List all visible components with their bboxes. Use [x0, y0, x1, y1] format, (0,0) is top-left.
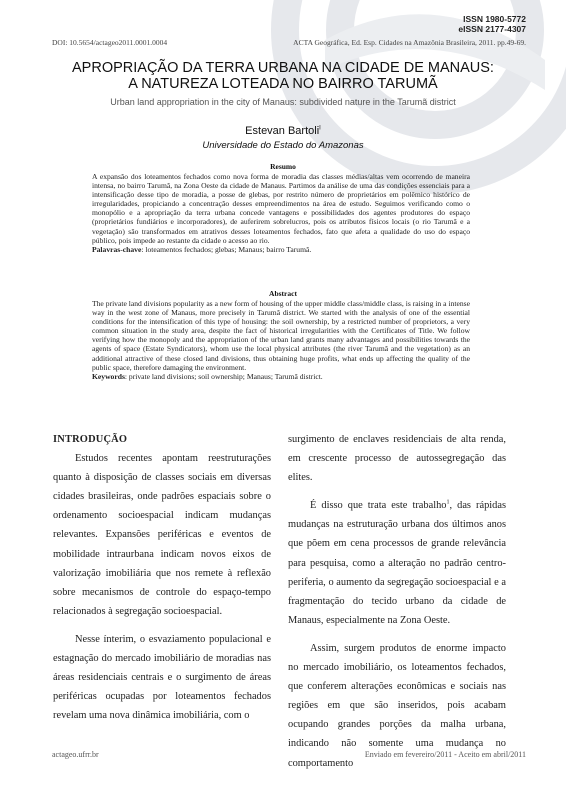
abstract-body	[92, 299, 470, 381]
article-title	[40, 60, 526, 92]
resumo-text: A expansão dos loteamentos fechados como nova forma de moradia das classes médias/altas vem ocorrendo de maneira intensa, no bairro Tarumã, na Zona Oeste da cidade de Manaus. Partimos da análise de uma das condições essenciais para a intensificação desse tipo de moradia, a posse de glebas, por restrito número de proprietários em polêmico histórico de irregularidades, propiciando a concentração desses empreendimentos na área de estudo. Seguimos verificando como o monopólio e a apropriação da terra urbana concede vantagens e possibilidades dos agentes produtores do espaço (proprietários fundiários e incorporadores), de auferirem sobrelucros, pois os atributos físicos locais (o rio Tarumã e a vegetação) são transformados em atrativos desses loteamentos fechados, fato que afeta a qualidade do uso do espaço público, pois impede ao restante da cidade o acesso ao rio.	[92, 172, 470, 245]
body-column-left	[53, 430, 271, 725]
doi[interactable]: DOI: 10.5654/actageo2011.0001.0004	[52, 38, 168, 47]
issn: ISSN 1980-5772	[463, 14, 526, 24]
footer-dates: Enviado em fevereiro/2011 - Aceito em abril/2011	[364, 750, 526, 759]
paragraph	[288, 496, 506, 630]
author-label: Estevan Bartoli	[245, 125, 320, 137]
issn-block	[458, 14, 526, 34]
palavras-chave: : loteamentos fechados; glebas; Manaus; bairro Tarumã.	[141, 244, 312, 254]
resumo-heading: Resumo	[270, 162, 296, 171]
paragraph: Estudos recentes apontam reestruturações quanto à disposição de classes sociais em diversas cidades brasileiras, onde padrões espaciais sobre o ordenamento socioespacial indicam mudanças relevantes. Expansões periféricas e eventos de mobilidade intraurbana indicam novos eixos de valorização imobiliária que nos remete à reflexão sobre mecanismos de controle do espaço-tempo relacionados à segregação socioespacial.	[53, 453, 271, 617]
journal-citation: ACTA Geográfica, Ed. Esp. Cidades na Amazônia Brasileira, 2011. pp.49-69.	[293, 38, 526, 47]
title-line-2: A NATUREZA LOTEADA NO BAIRRO TARUMÃ	[128, 76, 438, 92]
article-subtitle: Urban land appropriation in the city of Manaus: subdivided nature in the Tarumã district	[110, 97, 456, 107]
paragraph: Assim, surgem produtos de enorme impacto no mercado imobiliário, os loteamentos fechados, que conferem alterações econômicas e sociais nas regiões em que são inseridos, pois acabam ocupando grandes porções da malha urbana, indicando não somente uma mudança no comportamento	[288, 642, 506, 769]
abstract-heading: Abstract	[269, 289, 297, 298]
title-line-1: APROPRIAÇÃO DA TERRA URBANA NA CIDADE DE MANAUS:	[72, 60, 494, 76]
footnote-mark[interactable]: 1	[446, 499, 450, 506]
abstract-text: The private land divisions popularity as a new form of housing of the upper middle class/middle class, is raising in a intense way in the west zone of Manaus, more precisely in Tarumã district. We started with the analysis of one of the essential conditions for the intensification of this type of housing: the soil ownership, by a restricted number of proprietors, a very common situation in the study area, despite the fact of historical irregularities with the Certificates of Title. We follow verifying how the monopoly and the appropriation of the urban land grants many advantages and possibilities towards the agents of space (Estate Syndicators), whom use the local physical attributes (the river Tarumã and the vegetation) as an additional attractive of these closed land divisions, thus obtaining huge profits, what ends up affecting the quality of the public space, therefore damaging the environment.	[92, 299, 470, 372]
body-column-right	[288, 430, 506, 773]
palavras-chave-label: Palavras-chave	[92, 244, 142, 254]
paragraph-text: É disso que trata este trabalho	[310, 500, 447, 512]
footer-site-link[interactable]: actageo.ufrr.br	[52, 750, 99, 759]
author-affiliation: Universidade do Estado do Amazonas	[202, 140, 364, 151]
author-footnote-mark[interactable]: I	[319, 125, 321, 132]
author-name	[40, 125, 526, 137]
paragraph: Nesse ínterim, o esvaziamento populacional e estagnação do mercado imobiliário de moradias nas áreas residenciais centrais e o surgimento de áreas periféricas ocupadas por loteamentos fechados revelam uma nova dinâmica imobiliária, com o	[53, 633, 271, 722]
paragraph: surgimento de enclaves residenciais de alta renda, em crescente processo de autossegregação das elites.	[288, 434, 506, 484]
resumo-body	[92, 172, 470, 254]
eissn: eISSN 2177-4307	[458, 24, 526, 34]
keywords: : private land divisions; soil ownership; Manaus; Tarumã district.	[124, 371, 323, 381]
section-title-introducao: INTRODUÇÃO	[53, 434, 128, 445]
keywords-label: Keywords	[92, 371, 125, 381]
paragraph-text: , das rápidas mudanças na estruturação urbana dos últimos anos que põem em cena processos de grande relevância para pesquisa, como a alteração no padrão centro-periferia, o aumento da segregação socioespacial e a fragmentação do tecido urbano da cidade de Manaus, especialmente na Zona Oeste.	[288, 500, 507, 626]
